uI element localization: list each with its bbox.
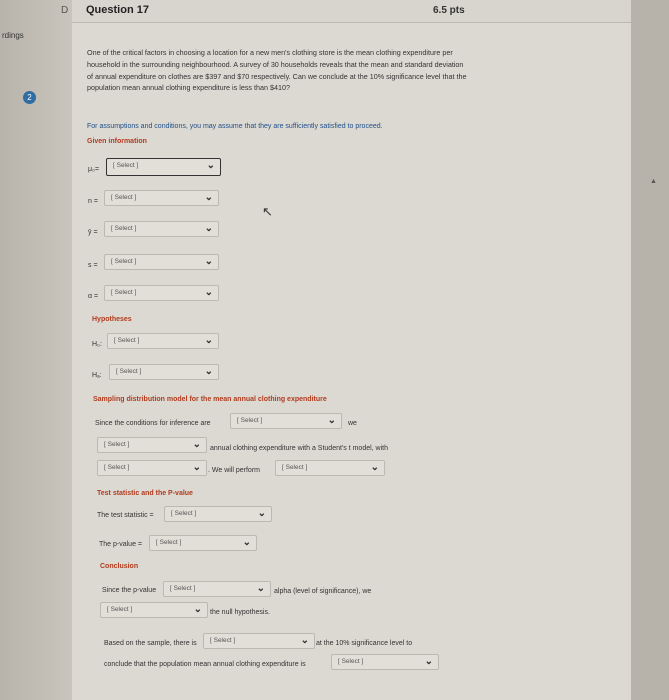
ybar-label: ȳ = [88,229,98,236]
ha-select[interactable] [109,364,219,380]
model-action-select[interactable] [97,437,207,453]
chevron-down-icon: ⌄ [206,160,215,171]
we-perform-text: . We will perform [208,467,260,474]
conclude-text: conclude that the population mean annual clothing expenditure is [104,661,306,668]
pvalue-select[interactable] [149,535,257,551]
chevron-down-icon: ⌄ [300,635,309,646]
n-select-value: [ Select ] [111,194,137,201]
final-conclusion-select-value: [ Select ] [338,658,364,665]
chevron-down-icon: ⌄ [242,537,251,548]
chevron-down-icon: ⌄ [204,223,213,234]
side-panel [0,0,72,700]
mu0-label: μ₀= [88,166,100,173]
since-pvalue-text: Since the p-value [102,587,157,594]
pvalue-compare-select[interactable] [163,581,271,597]
evidence-select[interactable] [203,633,315,649]
right-gutter [631,0,669,700]
alpha-label: α = [88,293,99,300]
given-info-heading: Given information [87,138,147,145]
question-card [72,0,631,700]
chevron-down-icon: ⌄ [204,192,213,203]
decision-select[interactable] [100,602,208,618]
chevron-down-icon: ⌄ [193,604,202,615]
question-points: 6.5 pts [433,5,465,16]
chevron-down-icon: ⌄ [327,415,336,426]
test-stat-label: The test statistic = [97,512,154,519]
pvalue-compare-select-value: [ Select ] [170,585,196,592]
test-stat-select[interactable] [164,506,272,522]
conditions-select[interactable] [230,413,342,429]
n-label: n = [88,198,98,205]
question-prompt: One of the critical factors in choosing a location for a new men's clothing store is the mean clothing expenditure per household in the surrounding neighbourhood. A survey of 30 households reveals that the mean and standard deviation of annual expenditure on clothes are $397 and $70 respectively. Can we conclude at the 10% significance level that the population mean annual clothing expenditure is less than $410? [87,48,467,93]
final-conclusion-select[interactable] [331,654,439,670]
alpha-select-value: [ Select ] [111,289,137,296]
chevron-down-icon: ⌄ [257,508,266,519]
df-select-value: [ Select ] [104,464,130,471]
annual-model-text: annual clothing expenditure with a Student's t model, with [210,445,389,452]
assumption-note: For assumptions and conditions, you may assume that they are sufficiently satisfied to proceed. [87,123,383,130]
ybar-select-value: [ Select ] [111,225,137,232]
df-select[interactable] [97,460,207,476]
pvalue-select-value: [ Select ] [156,539,182,546]
test-stat-heading: Test statistic and the P-value [97,490,193,497]
chevron-down-icon: ⌄ [204,287,213,298]
test-stat-select-value: [ Select ] [171,510,197,517]
s-select[interactable] [104,254,219,270]
mu0-select-value: [ Select ] [113,162,139,169]
at-10-text: at the 10% significance level to [316,640,413,647]
s-label: s = [88,262,98,269]
alpha-level-text: alpha (level of significance), we [274,588,372,595]
chevron-down-icon: ⌄ [204,335,213,346]
question-header [72,0,631,23]
evidence-select-value: [ Select ] [210,637,236,644]
conclusion-heading: Conclusion [100,563,139,570]
conditions-select-value: [ Select ] [237,417,263,424]
hypotheses-heading: Hypotheses [92,316,132,323]
null-hypothesis-text: the null hypothesis. [210,609,270,616]
sampling-heading: Sampling distribution model for the mean annual clothing expenditure [93,396,327,403]
chevron-down-icon: ⌄ [256,583,265,594]
chevron-down-icon: ⌄ [204,366,213,377]
chevron-down-icon: ⌄ [370,462,379,473]
question-title: Question 17 [86,4,149,16]
mu0-select[interactable] [106,158,221,176]
alpha-select[interactable] [104,285,219,301]
ha-label: Hₐ: [92,372,102,379]
ybar-select[interactable] [104,221,219,237]
test-type-select[interactable] [275,460,385,476]
sidebar-badge[interactable]: 2 [23,91,36,104]
scroll-up-icon[interactable]: ▲ [650,178,657,185]
h0-select[interactable] [107,333,219,349]
n-select[interactable] [104,190,219,206]
test-type-select-value: [ Select ] [282,464,308,471]
based-on-text: Based on the sample, there is [104,640,197,647]
ha-select-value: [ Select ] [116,368,142,375]
chevron-down-icon: ⌄ [204,256,213,267]
decision-select-value: [ Select ] [107,606,133,613]
sidebar-label: rdings [2,31,24,40]
mouse-pointer-icon: ↖ [262,204,273,219]
chevron-down-icon: ⌄ [192,462,201,473]
chevron-down-icon: ⌄ [192,439,201,450]
s-select-value: [ Select ] [111,258,137,265]
model-action-select-value: [ Select ] [104,441,130,448]
we-text: we [348,420,357,427]
chevron-down-icon: ⌄ [424,656,433,667]
since-conditions-text: Since the conditions for inference are [95,420,211,427]
pvalue-label: The p-value = [99,541,142,548]
h0-label: H₀: [92,341,102,348]
flag-icon[interactable]: D [61,5,69,16]
h0-select-value: [ Select ] [114,337,140,344]
